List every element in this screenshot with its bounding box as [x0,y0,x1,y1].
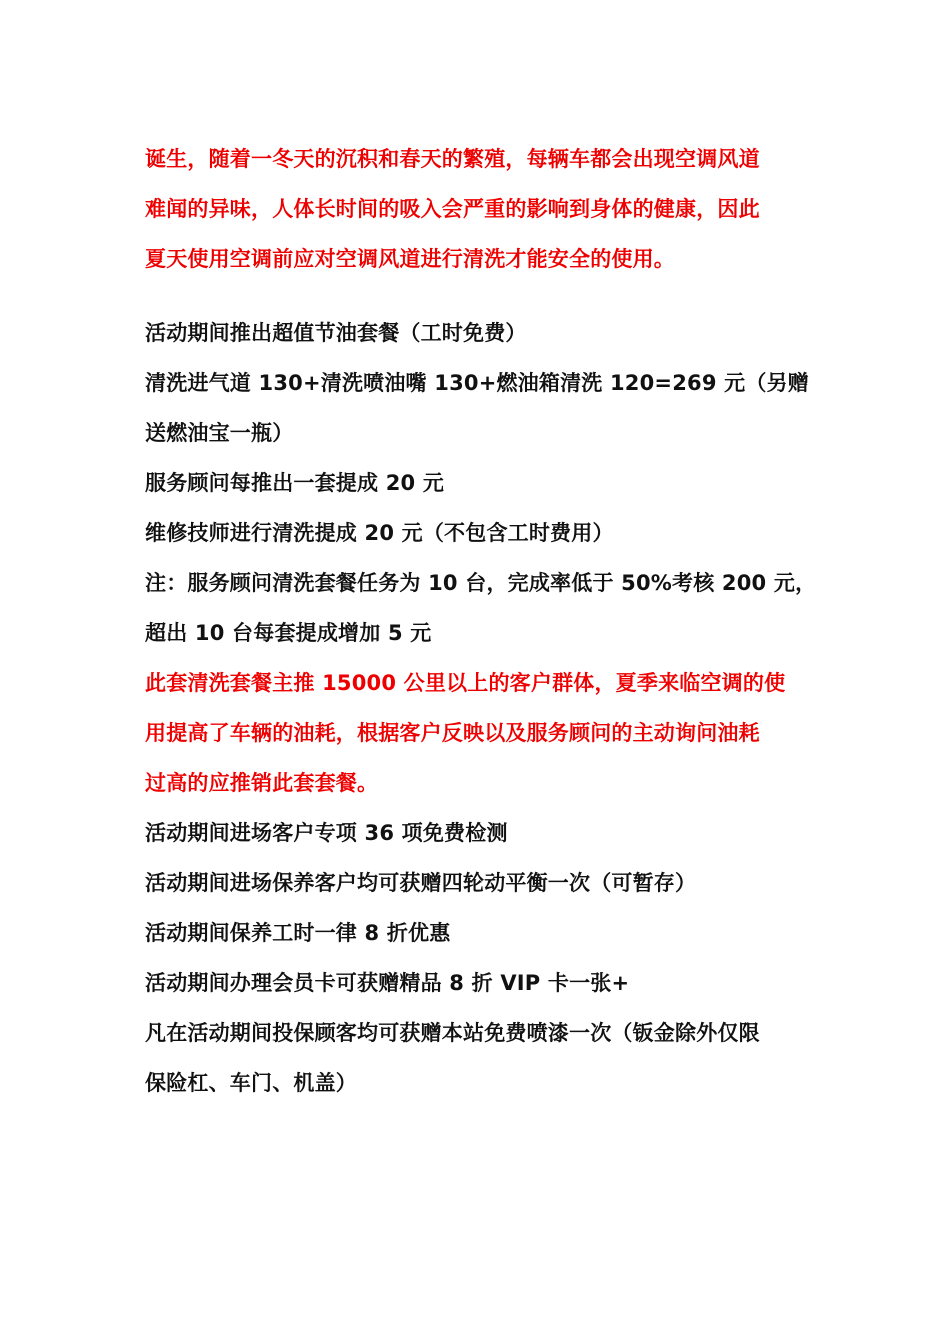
package-line: 送燃油宝一瓶） [145,421,294,445]
promo-line: 此套清洗套餐主推 15000 公里以上的客户群体，夏季来临空调的使 [145,671,786,695]
package-title: 活动期间推出超值节油套餐（工时免费） [145,321,527,345]
intro-line: 难闻的异味，人体长时间的吸入会严重的影响到身体的健康，因此 [145,197,760,221]
activity-labor-discount: 活动期间保养工时一律 8 折优惠 [145,921,451,945]
activity-wheel-balance: 活动期间进场保养客户均可获赠四轮动平衡一次（可暂存） [145,871,697,895]
package-line: 清洗进气道 130+清洗喷油嘴 130+燃油箱清洗 120=269 元（另赠 [145,371,809,395]
commission-advisor: 服务顾问每推出一套提成 20 元 [145,471,445,495]
paragraph-gap [145,284,825,308]
intro-line: 夏天使用空调前应对空调风道进行清洗才能安全的使用。 [145,247,675,271]
insurance-paragraph [145,1008,825,1108]
package-paragraph [145,358,825,458]
activity-vip: 活动期间办理会员卡可获赠精品 8 折 VIP 卡一张+ [145,971,630,995]
promo-paragraph [145,658,825,808]
commission-technician: 维修技师进行清洗提成 20 元（不包含工时费用） [145,521,614,545]
note-line: 注：服务顾问清洗套餐任务为 10 台，完成率低于 50%考核 200 元， [145,571,817,595]
document-body [145,134,825,1108]
insurance-line: 保险杠、车门、机盖） [145,1071,357,1095]
promo-line: 用提高了车辆的油耗，根据客户反映以及服务顾问的主动询问油耗 [145,721,760,745]
note-line: 超出 10 台每套提成增加 5 元 [145,621,432,645]
intro-paragraph [145,134,825,284]
intro-line: 诞生，随着一冬天的沉积和春天的繁殖，每辆车都会出现空调风道 [145,147,760,171]
insurance-line: 凡在活动期间投保顾客均可获赠本站免费喷漆一次（钣金除外仅限 [145,1021,760,1045]
promo-line: 过高的应推销此套套餐。 [145,771,379,795]
activity-inspection: 活动期间进场客户专项 36 项免费检测 [145,821,508,845]
note-paragraph [145,558,825,658]
